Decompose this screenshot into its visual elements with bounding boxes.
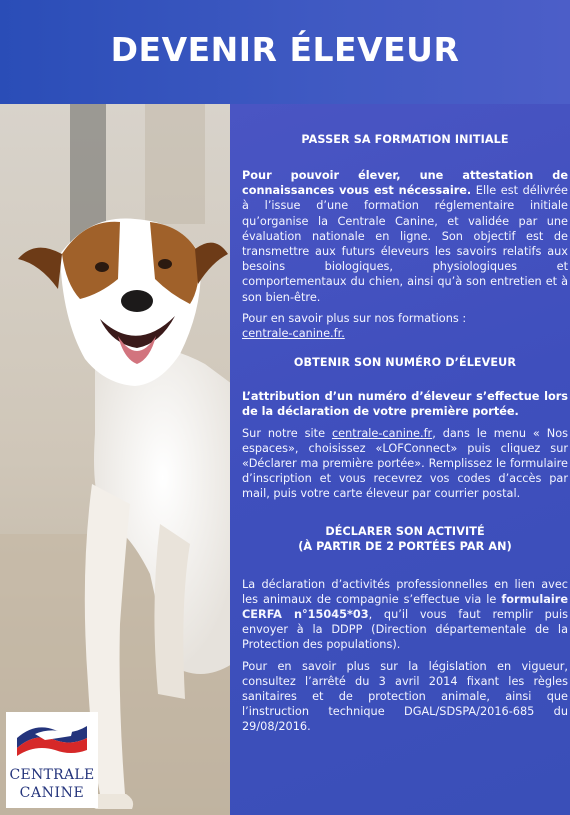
flag-dog-emblem-icon xyxy=(15,720,89,756)
formation-intro: Pour pouvoir élever, une attestation de connaissances vous est nécessaire. xyxy=(242,169,568,198)
numero-body-before: Sur notre site xyxy=(242,426,332,440)
section-heading-formation: PASSER SA FORMATION INITIALE xyxy=(301,133,509,146)
formation-more-text: Pour en savoir plus sur nos formations : xyxy=(242,311,467,325)
numero-body-after: , dans le menu « Nos espaces», choisissez «LOFConnect» puis cliquez sur «Déclarer ma première portée». Remplissez le formulaire d’inscription et vous recevrez vos codes d’accès par mail, puis votre carte éleveur par courrier postal. xyxy=(242,426,568,501)
formation-body: Elle est délivrée à l’issue d’une formation réglementaire initiale qu’organise la Centrale Canine, et validée par une évaluation nationale en ligne. Son objectif est de transmettre aux futurs éleveurs les savoirs relatifs aux besoins biologiques, physiologiques et comportementaux du chien, ainsi qu’à son entretien et à son bien-être. xyxy=(242,184,568,304)
activite-heading-line2: (À PARTIR DE 2 PORTÉES PAR AN) xyxy=(298,539,512,553)
dog-photo xyxy=(0,104,232,815)
content-column xyxy=(242,112,568,735)
numero-link[interactable]: centrale-canine.fr xyxy=(331,426,433,440)
cerfa-form: formulaire CERFA n°15045*03 xyxy=(242,592,568,622)
section-text-activite xyxy=(242,577,568,653)
dog-illustration xyxy=(0,104,232,815)
page-title: DEVENIR ÉLEVEUR xyxy=(110,30,460,69)
section-heading-numero: OBTENIR SON NUMÉRO D’ÉLEVEUR xyxy=(293,356,517,370)
numero-intro: L’attribution d’un numéro d’éleveur s’effectue lors de la déclaration de votre première portée. xyxy=(242,390,568,419)
formation-link[interactable]: centrale-canine.fr. xyxy=(242,327,345,341)
centrale-canine-logo xyxy=(6,712,98,808)
logo-text-centrale: CENTRALE xyxy=(9,767,95,783)
formation-more xyxy=(242,311,568,341)
logo-text-canine: CANINE xyxy=(19,785,85,801)
activite-body-after: , qu’il vous faut remplir puis envoyer à la DDPP (Direction départementale de la Protection des populations). xyxy=(242,608,568,652)
section-text-numero xyxy=(242,426,568,502)
section-heading-activite xyxy=(242,524,568,554)
activite-more: Pour en savoir plus sur la législation en vigueur, consultez l’arrêté du 3 avril 2014 fixant les règles sanitaires et de protection animale, ainsi que l’instruction technique DGAL/SDSPA/2016-685 du 29/08/2016. xyxy=(242,659,568,734)
activite-heading-line1: DÉCLARER SON ACTIVITÉ xyxy=(325,524,485,538)
activite-body-before: La déclaration d’activités professionnelles en lien avec les animaux de compagnie s’effectue via le xyxy=(242,577,568,606)
section-text-formation xyxy=(242,168,568,305)
